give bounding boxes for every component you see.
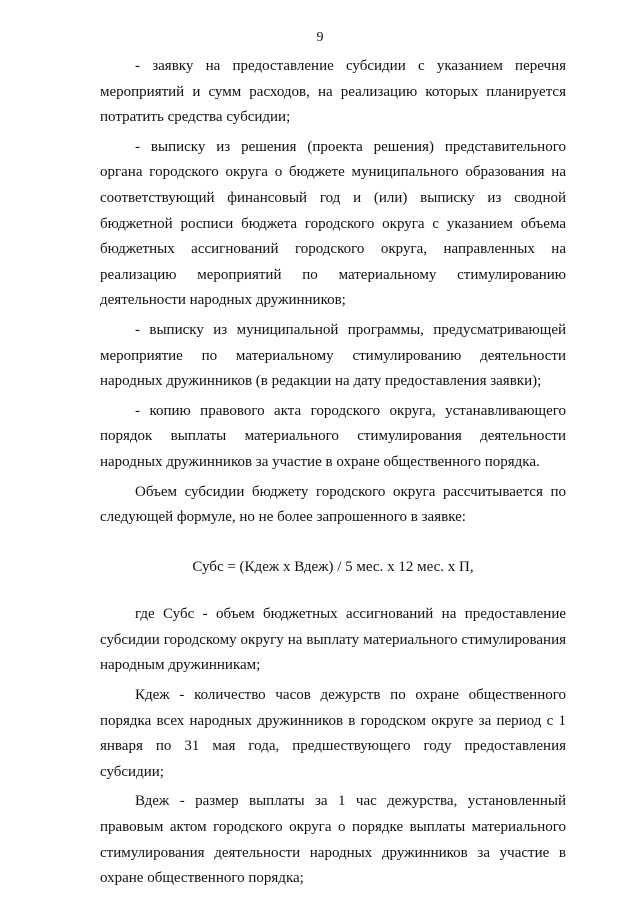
- paragraph-kdezh-definition: Кдеж - количество часов дежурств по охране общественного порядка всех народных дружинников в городском округе за период с 1 января по 31 мая года, предшествующего году предоставления субсидии;: [100, 687, 566, 780]
- paragraph-legal-act-copy: - копию правового акта городского округа, устанавливающего порядок выплаты материального стимулирования деятельности народных дружинников за участие в охране общественного порядка.: [100, 402, 566, 470]
- page-number: 9: [316, 30, 324, 45]
- paragraph-budget-extract: - выписку из решения (проекта решения) представительного органа городского округа о бюджете муниципального образования на соответствующий финансовый год и (или) выписку из сводной бюджетной росписи бюджета городского округа с указанием объема бюджетных ассигнований городского округа, направленных на реализацию мероприятий по материальному стимулированию деятельности народных дружинников;: [100, 138, 566, 309]
- paragraph-application-request: - заявку на предоставление субсидии с указанием перечня мероприятий и сумм расходов, на реализацию которых планируется потратить средства субсидии;: [100, 58, 566, 126]
- paragraph-vdezh-definition: Вдеж - размер выплаты за 1 час дежурства, установленный правовым актом городского округа о порядке выплаты материального стимулирования деятельности народных дружинников за участие в охране общественного порядка;: [100, 793, 566, 887]
- document-body: [100, 54, 566, 896]
- paragraph-subs-definition: где Субс - объем бюджетных ассигнований на предоставление субсидии городскому округу на выплату материального стимулирования народным дружинникам;: [100, 606, 566, 674]
- paragraph-subsidy-volume-intro: Объем субсидии бюджету городского округа рассчитывается по следующей формуле, но не более запрошенного в заявке:: [100, 483, 566, 526]
- paragraph-program-extract: - выписку из муниципальной программы, предусматривающей мероприятие по материальному стимулированию деятельности народных дружинников (в редакции на дату предоставления заявки);: [100, 321, 566, 390]
- subsidy-formula: Субс = (Кдеж х Вдеж) / 5 мес. х 12 мес. х П,: [192, 558, 474, 575]
